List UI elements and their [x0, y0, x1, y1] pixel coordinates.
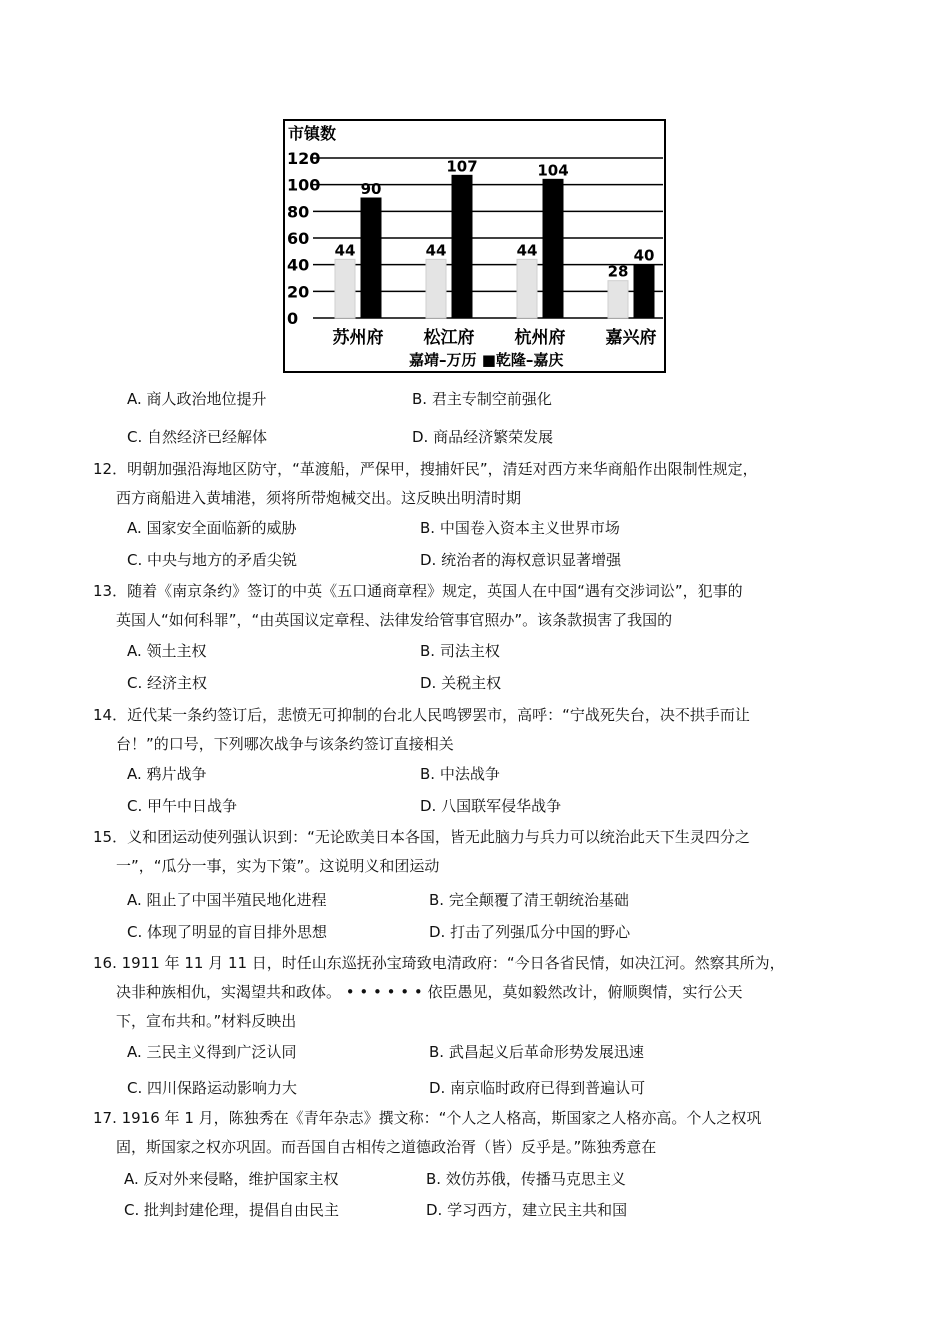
- y-tick-label: 100: [287, 175, 321, 195]
- q15-stem-line1: 15．义和团运动使列强认识到：“无论欧美日本各国，皆无此脑力与兵力可以统治此天下生灵四分之: [93, 828, 750, 846]
- y-tick-label: 40: [287, 255, 310, 275]
- q14-option-a: A. 鸦片战争: [127, 765, 207, 783]
- q13-stem-line1: 13．随着《南京条约》签订的中英《五口通商章程》规定，英国人在中国“遇有交涉词讼”，犯事的: [93, 582, 743, 600]
- data-label: 107: [446, 157, 478, 176]
- q13-option-a: A. 领土主权: [127, 642, 207, 660]
- q13-option-c: C. 经济主权: [127, 674, 208, 692]
- q16-option-a: A. 三民主义得到广泛认同: [127, 1043, 297, 1061]
- bar-chart: [283, 119, 666, 373]
- q13-option-b: B. 司法主权: [420, 642, 500, 660]
- q11-option-a: A. 商人政治地位提升: [127, 390, 267, 408]
- y-tick-label: 80: [287, 202, 310, 222]
- q15-option-c: C. 体现了明显的盲目排外思想: [127, 923, 328, 941]
- bar: [335, 259, 355, 318]
- q16-stem-line1: 16. 1911 年 11 月 11 日，时任山东巡抚孙宝琦致电清政府：“今日各省民情，如决江河。然察其所为，: [93, 954, 785, 972]
- bar: [608, 281, 628, 318]
- q17-option-a: A. 反对外来侵略，维护国家主权: [124, 1170, 339, 1188]
- data-label: 104: [537, 161, 569, 180]
- q14-option-d: D. 八国联军侵华战争: [420, 797, 562, 815]
- data-label: 44: [334, 241, 356, 260]
- q12-stem-line1: 12．明朝加强沿海地区防守，“革渡船，严保甲，搜捕奸民”，清廷对西方来华商船作出限制性规定，: [93, 460, 758, 478]
- q16-option-b: B. 武昌起义后革命形势发展迅速: [429, 1043, 644, 1061]
- q12-option-d: D. 统治者的海权意识显著增强: [420, 551, 622, 569]
- q14-stem-line1: 14．近代某一条约签订后，悲愤无可抑制的台北人民鸣锣罢市，高呼：“宁战死失台，决不拱手而让: [93, 706, 750, 724]
- data-label: 28: [607, 262, 629, 281]
- bar: [517, 259, 537, 318]
- q16-stem-line2: 决非种族相仇，实渴望共和政体。 • • • • • • 依臣愚见，莫如毅然改计，俯顺舆情，实行公天: [116, 983, 743, 1001]
- q12-option-b: B. 中国卷入资本主义世界市场: [420, 519, 620, 537]
- q15-option-a: A. 阻止了中国半殖民地化进程: [127, 891, 327, 909]
- q11-option-d: D. 商品经济繁荣发展: [412, 428, 554, 446]
- category-label: 松江府: [423, 328, 475, 348]
- y-tick-label: 20: [287, 282, 310, 302]
- bar: [426, 259, 446, 318]
- bar: [634, 265, 654, 318]
- y-tick-label: 60: [287, 229, 310, 248]
- bar: [361, 198, 381, 318]
- q11-option-b: B. 君主专制空前强化: [412, 390, 552, 408]
- y-tick-label: 120: [287, 149, 321, 168]
- q15-stem-line2: 一”，“瓜分一事，实为下策”。这说明义和团运动: [116, 857, 440, 875]
- q13-stem-line2: 英国人“如何科罪”，“由英国议定章程、法律发给管事官照办”。该条款损害了我国的: [116, 611, 673, 629]
- q17-option-c: C. 批判封建伦理，提倡自由民主: [124, 1201, 340, 1219]
- q16-option-d: D. 南京临时政府已得到普遍认可: [429, 1079, 646, 1097]
- q16-stem-line3: 下，宣布共和。”材料反映出: [116, 1012, 297, 1030]
- chart-svg: [283, 119, 666, 373]
- chart-legend: 嘉靖–万历 ■乾隆–嘉庆: [409, 351, 564, 369]
- q15-option-d: D. 打击了列强瓜分中国的野心: [429, 923, 631, 941]
- data-label: 90: [360, 180, 382, 198]
- q16-option-c: C. 四川保路运动影响力大: [127, 1079, 298, 1097]
- q14-option-b: B. 中法战争: [420, 765, 500, 783]
- q17-option-b: B. 效仿苏俄，传播马克思主义: [426, 1170, 626, 1188]
- q14-option-c: C. 甲午中日战争: [127, 797, 238, 815]
- data-label: 40: [633, 246, 655, 265]
- q17-stem-line1: 17. 1916 年 1 月，陈独秀在《青年杂志》撰文称：“个人之人格高，斯国家之人格亦高。个人之权巩: [93, 1109, 762, 1127]
- q13-option-d: D. 关税主权: [420, 674, 502, 692]
- q17-option-d: D. 学习西方，建立民主共和国: [426, 1201, 628, 1219]
- q12-stem-line2: 西方商船进入黄埔港，须将所带炮械交出。这反映出明清时期: [116, 489, 522, 507]
- bar: [452, 175, 472, 318]
- data-label: 44: [516, 241, 538, 260]
- q11-option-c: C. 自然经济已经解体: [127, 428, 268, 446]
- q14-stem-line2: 台！”的口号，下列哪次战争与该条约签订直接相关: [116, 735, 454, 753]
- category-label: 苏州府: [332, 328, 384, 348]
- bar: [543, 179, 563, 318]
- q15-option-b: B. 完全颠覆了清王朝统治基础: [429, 891, 629, 909]
- category-label: 嘉兴府: [605, 328, 657, 348]
- q17-stem-line2: 固，斯国家之权亦巩固。而吾国自古相传之道德政治胥（皆）反乎是。”陈独秀意在: [116, 1138, 657, 1156]
- q12-option-a: A. 国家安全面临新的威胁: [127, 519, 297, 537]
- y-tick-label: 0: [287, 309, 299, 328]
- chart-ylabel: 市镇数: [288, 124, 337, 143]
- data-label: 44: [425, 241, 447, 260]
- category-label: 杭州府: [514, 328, 566, 348]
- q12-option-c: C. 中央与地方的矛盾尖锐: [127, 551, 298, 569]
